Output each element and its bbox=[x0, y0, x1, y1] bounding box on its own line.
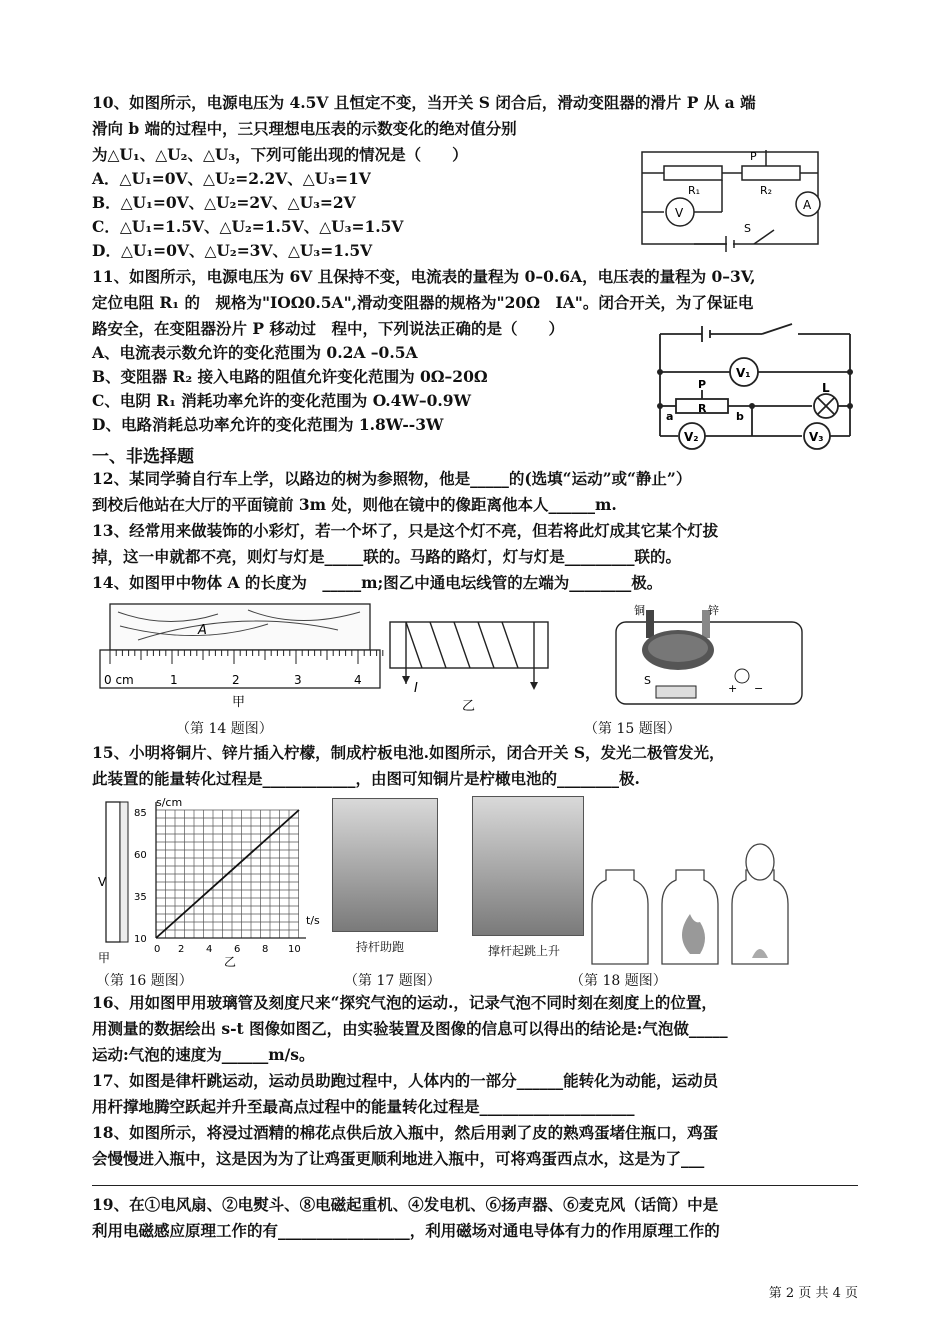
q10-option-d: D．△U₁=0V、△U₂=3V、△U₃=1.5V bbox=[92, 241, 373, 260]
switch-s-label: S bbox=[644, 674, 651, 687]
graph-xtick: 4 bbox=[206, 944, 213, 955]
q10-option-c: C．△U₁=1.5V、△U₂=1.5V、△U₃=1.5V bbox=[92, 217, 404, 236]
ammeter-a-label: A bbox=[803, 198, 812, 212]
graph-ylabel: s/cm bbox=[156, 796, 183, 809]
graph-xlabel: t/s bbox=[306, 914, 320, 927]
graph-xtick: 8 bbox=[262, 944, 269, 955]
photo1-label: 持杆助跑 bbox=[356, 940, 405, 954]
graph-xtick: 0 bbox=[154, 944, 161, 955]
q14-ruler-figure bbox=[98, 600, 384, 712]
r2-label: R₂ bbox=[760, 184, 773, 197]
divider-line bbox=[92, 1185, 858, 1186]
graph-ytick: 60 bbox=[134, 850, 147, 861]
graph-xtick: 10 bbox=[288, 944, 301, 955]
pole-vault-run-photo bbox=[332, 798, 438, 932]
slider-p-label: P bbox=[750, 150, 757, 163]
q18-line-2: 会慢慢进入瓶中，这是因为为了让鸡蛋更顺利地进入瓶中，可将鸡蛋西点水，这是为了___ bbox=[92, 1149, 705, 1168]
v1-label: V₁ bbox=[736, 366, 751, 380]
plus-label: + bbox=[728, 682, 738, 695]
object-a-label: A bbox=[198, 623, 207, 638]
q14-solenoid-figure bbox=[384, 618, 554, 714]
q10-line-3: 为△U₁、△U₂、△U₃，下列可能出现的情况是（ ） bbox=[92, 145, 468, 164]
graph-xtick: 2 bbox=[178, 944, 185, 955]
q15-lemon-battery-figure bbox=[610, 600, 810, 710]
q10-option-b: B．△U₁=0V、△U₂=2V、△U₃=2V bbox=[92, 193, 356, 212]
q10-circuit-figure bbox=[636, 146, 826, 252]
end-b-label: b bbox=[736, 410, 744, 423]
q11-option-b: B、变阻器 R₂ 接入电路的阻值允许变化范围为 0Ω–20Ω bbox=[92, 367, 488, 386]
q16-line-2: 用测量的数据绘出 s-t 图像如图乙，由实验装置及图像的信息可以得出的结论是:气泡做_____ bbox=[92, 1019, 728, 1038]
copper-label: 铜 bbox=[634, 604, 645, 617]
ruler-tick-2: 2 bbox=[232, 673, 240, 687]
q18-line-1: 18、如图所示，将浸过酒精的棉花点供后放入瓶中，然后用剥了皮的熟鸡蛋堵住瓶口，鸡蛋 bbox=[92, 1123, 719, 1142]
q18-bottles-figure bbox=[588, 830, 808, 966]
q17-line-2: 用杆撑地腾空跃起并升至最高点过程中的能量转化过程是____________________ bbox=[92, 1097, 635, 1116]
q10-line-1: 10、如图所示，电源电压为 4.5V 且恒定不变，当开关 S 闭合后，滑动变阻器的滑片 P 从 a 端 bbox=[92, 93, 756, 112]
q16-tube-and-graph-figure bbox=[94, 796, 330, 968]
section-title: 一、非选择题 bbox=[92, 447, 194, 467]
photo2-label: 撑杆起跳上升 bbox=[488, 944, 561, 958]
q15-line-1: 15、小明将铜片、锌片插入柠檬，制成柠板电池.如图所示，闭合开关 S，发光二极管发光， bbox=[92, 743, 725, 762]
fig17-caption: （第 17 题图） bbox=[344, 973, 441, 989]
tube-v-label: V bbox=[98, 875, 107, 889]
q16-line-1: 16、用如图甲用玻璃管及刻度尺来“探究气泡的运动.，记录气泡不同时刻在刻度上的位置， bbox=[92, 993, 717, 1012]
ruler-zero-cm: 0 cm bbox=[104, 673, 134, 687]
page-footer: 第 2 页 共 4 页 bbox=[768, 1286, 858, 1301]
switch-s-label: S bbox=[744, 222, 751, 235]
fig-jia-label: 甲 bbox=[98, 951, 111, 965]
pole-vault-rise-photo bbox=[472, 796, 584, 936]
q15-line-2: 此装置的能量转化过程是____________，由图可知铜片是柠橄电池的________极. bbox=[92, 769, 640, 788]
q11-option-d: D、电路消耗总功率允许的变化范围为 1.8W--3W bbox=[92, 415, 444, 434]
q19-line-1: 19、在①电风扇、②电熨斗、⑧电磁起重机、④发电机、⑥扬声器、⑥麦克风（话筒）中是 bbox=[92, 1195, 719, 1214]
fig16-caption: （第 16 题图） bbox=[96, 973, 193, 989]
q11-line-2: 定位电阻 R₁ 的 规格为"IOΩ0.5A",滑动变阻器的规格为"20Ω IA"。闭合开关，为了保证电 bbox=[92, 293, 754, 312]
current-i-label: I bbox=[414, 681, 418, 696]
q10-option-a: A．△U₁=0V、△U₂=2.2V、△U₃=1V bbox=[92, 169, 371, 188]
q11-circuit-figure bbox=[652, 320, 862, 456]
q16-line-3: 运动:气泡的速度为______m/s。 bbox=[92, 1045, 315, 1064]
q19-line-2: 利用电磁感应原理工作的有_________________，利用磁场对通电导体有力的作用原理工作的 bbox=[92, 1221, 720, 1240]
v3-label: V₃ bbox=[809, 430, 824, 444]
fig-jia-label: 甲 bbox=[232, 695, 246, 710]
q11-line-3: 路安全，在变阻器汾片 P 移动过 程中，下列说法正确的是（ ） bbox=[92, 319, 564, 338]
q11-option-a: A、电流表示数允许的变化范围为 0.2A –0.5A bbox=[92, 343, 418, 362]
lamp-l-label: L bbox=[822, 381, 830, 395]
q12-line-1: 12、某同学骑自行车上学，以路边的树为参照物，他是_____的(选填“运动”或“静止”） bbox=[92, 469, 692, 488]
graph-xtick: 6 bbox=[234, 944, 241, 955]
q12-line-2: 到校后他站在大厅的平面镜前 3m 处，则他在镜中的像距离他本人______m. bbox=[92, 495, 617, 514]
q14-line-1: 14、如图甲中物体 A 的长度为 _____m;图乙中通电坛线管的左端为________极。 bbox=[92, 573, 663, 592]
q13-line-2: 掉，这一申就都不亮，则灯与灯是_____联的。马路的路灯，灯与灯是_________联的。 bbox=[92, 547, 682, 566]
r1-label: R₁ bbox=[688, 184, 701, 197]
fig15-caption: （第 15 题图） bbox=[584, 721, 681, 737]
graph-ytick: 35 bbox=[134, 892, 147, 903]
rheostat-r-label: R bbox=[698, 402, 707, 415]
voltmeter-v-label: V bbox=[675, 206, 684, 220]
q11-option-c: C、电阴 R₁ 消耗功率允许的变化范围为 O.4W–0.9W bbox=[92, 391, 472, 410]
fig14-caption: （第 14 题图） bbox=[176, 721, 273, 737]
q11-line-1: 11、如图所示，电源电压为 6V 且保持不变，电流表的量程为 0–0.6A，电压表的量程为 0–3V, bbox=[92, 267, 756, 286]
ruler-tick-3: 3 bbox=[294, 673, 302, 687]
q10-line-2: 滑向 b 端的过程中，三只理想电压表的示数变化的绝对值分别 bbox=[92, 119, 517, 138]
end-a-label: a bbox=[666, 410, 674, 423]
fig-yi-label: 乙 bbox=[224, 955, 237, 968]
ruler-tick-4: 4 bbox=[354, 673, 362, 687]
slider-p-label: P bbox=[698, 378, 707, 391]
fig18-caption: （第 18 题图） bbox=[570, 973, 667, 989]
ruler-tick-1: 1 bbox=[170, 673, 178, 687]
q17-line-1: 17、如图是律杆跳运动，运动员助跑过程中，人体内的一部分______能转化为动能，运动员 bbox=[92, 1071, 719, 1090]
graph-ytick: 10 bbox=[134, 934, 147, 945]
v2-label: V₂ bbox=[684, 430, 699, 444]
fig-yi-label: 乙 bbox=[462, 699, 476, 714]
zinc-label: 锌 bbox=[708, 604, 719, 617]
q13-line-1: 13、经常用来做装饰的小彩灯，若一个坏了，只是这个灯不亮，但若将此灯成其它某个灯拔 bbox=[92, 521, 719, 540]
minus-label: − bbox=[754, 682, 764, 695]
graph-ytick: 85 bbox=[134, 808, 147, 819]
